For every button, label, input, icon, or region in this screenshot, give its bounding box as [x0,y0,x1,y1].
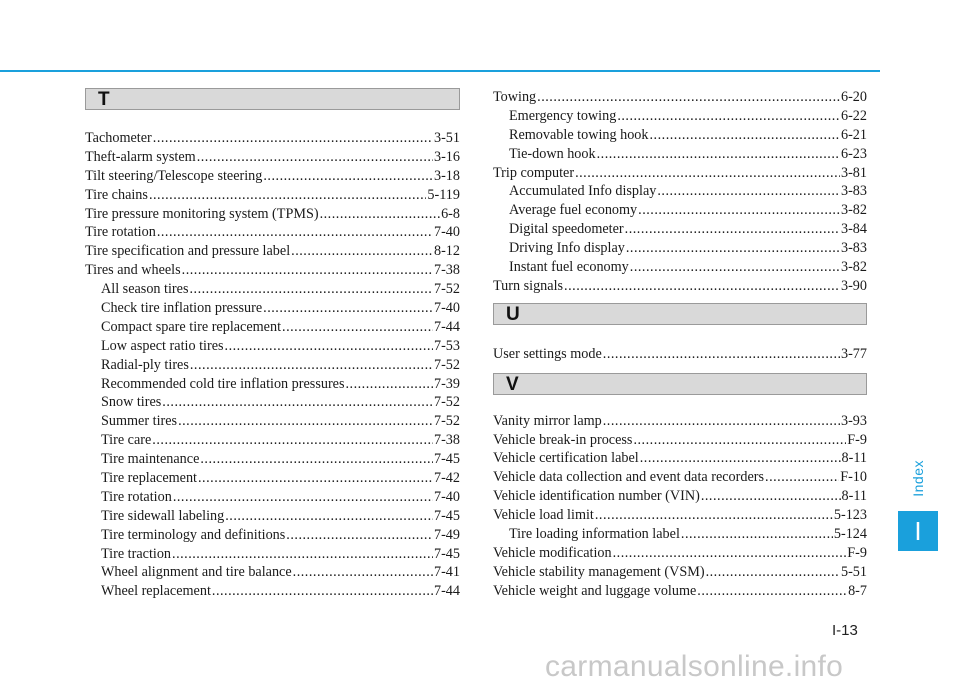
entry-page: 3-81 [840,164,867,181]
entry-page: 7-53 [433,337,460,354]
entry-page: 7-52 [433,394,460,411]
index-list-t-cont [493,88,867,296]
entry-page: 7-40 [433,488,460,505]
entry-page: 5-123 [833,507,867,524]
index-entry[interactable] [493,201,867,220]
entry-label: Tire loading information label [509,526,680,543]
right-column [493,88,867,601]
entry-page: 7-45 [433,545,460,562]
entry-label: Tie-down hook [509,145,596,162]
index-letter-box [898,511,938,551]
entry-label: Vehicle modification [493,544,612,561]
entry-page: 3-82 [840,202,867,219]
entry-page: 3-82 [840,259,867,276]
dot-leader [152,431,433,450]
index-entry[interactable] [85,337,460,356]
dot-leader [765,468,839,487]
entry-label: Tire care [101,432,152,449]
entry-label: Emergency towing [509,107,617,124]
index-entry[interactable] [85,148,460,167]
entry-page: 7-52 [433,356,460,373]
entry-label: Turn signals [493,277,564,294]
dot-leader [701,487,841,506]
entry-page: 6-20 [840,89,867,105]
index-entry[interactable] [85,356,460,375]
index-entry[interactable] [493,563,867,582]
entry-label: Tire rotation [101,488,172,505]
entry-page: 7-39 [433,375,460,392]
entry-label: Vehicle identification number (VIN) [493,488,700,505]
entry-page: 3-18 [433,167,460,184]
dot-leader [182,261,433,280]
index-entry[interactable] [493,468,867,487]
entry-label: Tires and wheels [85,262,181,279]
entry-page: 8-11 [841,450,867,467]
entry-page: 7-42 [433,470,460,487]
dot-leader [172,545,433,564]
entry-page: 3-51 [433,130,460,146]
entry-page: 7-40 [433,300,460,317]
dot-leader [320,205,441,224]
dot-leader [640,449,841,468]
index-entry[interactable] [85,545,460,564]
entry-page: 7-38 [433,432,460,449]
entry-label: Wheel replacement [101,583,211,600]
entry-label: Wheel alignment and tire balance [101,564,292,581]
entry-label: Vehicle load limit [493,507,594,524]
section-header-v [493,373,867,395]
dot-leader [537,88,840,107]
entry-label: Snow tires [101,394,162,411]
index-entry[interactable] [493,88,867,107]
dot-leader [189,280,433,299]
dot-leader [706,563,840,582]
entry-page: F-9 [847,544,867,561]
dot-leader [681,525,833,544]
entry-label: Tire maintenance [101,451,200,468]
dot-leader [225,337,433,356]
page-number: I-13 [832,622,858,639]
dot-leader [638,201,840,220]
entry-label: Compact spare tire replacement [101,318,282,335]
entry-page: 7-44 [433,583,460,600]
section-letter: U [506,303,520,325]
dot-leader [212,582,433,601]
entry-label: Tire traction [101,545,172,562]
dot-leader [153,129,433,148]
dot-leader [293,563,433,582]
dot-leader [345,375,433,394]
dot-leader [200,450,433,469]
dot-leader [595,506,833,525]
entry-label: Digital speedometer [509,221,624,238]
entry-page: 3-83 [840,183,867,200]
section-header-t [85,88,460,110]
entry-page: 3-77 [840,345,867,362]
index-entry[interactable] [493,506,867,525]
entry-page: 7-52 [433,281,460,298]
entry-label: Trip computer [493,164,575,181]
dot-leader [575,164,840,183]
dot-leader [286,526,433,545]
section-letter: T [98,89,110,110]
entry-label: Tire terminology and definitions [101,526,286,543]
index-entry[interactable] [85,129,460,148]
dot-leader [149,186,426,205]
entry-page: 8-11 [841,488,867,505]
index-entry[interactable] [85,261,460,280]
dot-leader [617,107,840,126]
index-entry[interactable] [85,507,460,526]
index-entry[interactable] [493,525,867,544]
entry-label: Vehicle break-in process [493,431,633,448]
entry-page: 7-38 [433,262,460,279]
dot-leader [633,431,846,450]
dot-leader [263,299,433,318]
index-entry[interactable] [85,526,460,545]
dot-leader [697,582,847,601]
entry-page: 6-8 [441,205,460,222]
index-entry[interactable] [85,393,460,412]
index-entry[interactable] [493,220,867,239]
index-entry[interactable] [493,345,867,364]
dot-leader [657,182,840,201]
entry-label: Vanity mirror lamp [493,412,602,429]
index-list-u [493,345,867,364]
index-side-tab[interactable] [898,460,938,551]
index-entry[interactable] [85,431,460,450]
index-entry[interactable] [85,205,460,224]
entry-page: 3-84 [840,221,867,238]
index-list-t [85,129,460,601]
dot-leader [603,345,840,364]
entry-page: 7-41 [433,564,460,581]
section-letter: V [506,373,519,395]
index-entry[interactable] [85,375,460,394]
entry-label: Instant fuel economy [509,259,629,276]
dot-leader [650,126,840,145]
index-entry[interactable] [493,449,867,468]
entry-page: 7-49 [433,526,460,543]
entry-page: 3-83 [840,240,867,257]
index-entry[interactable] [85,186,460,205]
entry-label: Removable towing hook [509,126,649,143]
index-entry[interactable] [493,107,867,126]
entry-page: F-10 [840,469,867,486]
entry-label: Radial-ply tires [101,356,189,373]
index-entry[interactable] [493,239,867,258]
entry-page: 3-16 [433,148,460,165]
entry-label: Tire sidewall labeling [101,507,225,524]
dot-leader [263,167,433,186]
entry-page: 7-40 [433,224,460,241]
index-entry[interactable] [85,412,460,431]
entry-label: Tire chains [85,186,148,203]
dot-leader [197,148,433,167]
dot-leader [564,277,840,296]
entry-label: Tire rotation [85,224,156,241]
dot-leader [626,239,840,258]
section-header-u [493,303,867,325]
entry-page: 6-23 [840,145,867,162]
entry-page: 8-7 [848,582,867,599]
entry-label: Theft-alarm system [85,148,196,165]
entry-page: 8-12 [433,243,460,260]
dot-leader [597,145,840,164]
dot-leader [630,258,840,277]
index-entry[interactable] [85,167,460,186]
dot-leader [625,220,840,239]
entry-label: Tire replacement [101,470,197,487]
entry-label: User settings mode [493,345,602,362]
index-entry[interactable] [85,299,460,318]
index-letter: I [914,515,922,546]
index-entry[interactable] [493,126,867,145]
entry-label: Vehicle weight and luggage volume [493,582,697,599]
entry-label: Tire pressure monitoring system (TPMS) [85,205,319,222]
index-entry[interactable] [85,450,460,469]
index-entry[interactable] [493,412,867,431]
entry-page: 7-45 [433,507,460,524]
index-entry[interactable] [85,280,460,299]
entry-label: Average fuel economy [509,202,638,219]
entry-page: 3-90 [840,277,867,294]
dot-leader [162,393,433,412]
index-entry[interactable] [493,145,867,164]
index-entry[interactable] [493,544,867,563]
entry-label: Vehicle certification label [493,450,639,467]
entry-page: 5-124 [833,526,867,543]
dot-leader [291,242,433,261]
entry-label: Tire specification and pressure label [85,243,291,260]
entry-label: Accumulated Info display [509,183,657,200]
entry-label: Vehicle stability management (VSM) [493,563,705,580]
entry-label: Towing [493,89,537,105]
entry-label: All season tires [101,281,189,298]
dot-leader [190,356,433,375]
entry-page: 7-44 [433,318,460,335]
entry-page: 6-21 [840,126,867,143]
entry-label: Check tire inflation pressure [101,300,263,317]
dot-leader [198,469,433,488]
index-entry[interactable] [493,258,867,277]
dot-leader [178,412,433,431]
entry-page: 5-119 [427,186,460,203]
index-list-v [493,412,867,601]
left-column [85,88,460,601]
index-tab-label: Index [910,460,926,497]
dot-leader [613,544,847,563]
index-entry[interactable] [85,242,460,261]
entry-page: 7-45 [433,451,460,468]
entry-label: Summer tires [101,413,178,430]
entry-label: Vehicle data collection and event data recorders [493,469,765,486]
index-entry[interactable] [493,182,867,201]
index-entry[interactable] [85,318,460,337]
index-entry[interactable] [85,469,460,488]
top-rule [0,70,880,72]
index-entry[interactable] [493,431,867,450]
entry-label: Tachometer [85,130,152,146]
dot-leader [282,318,433,337]
dot-leader [225,507,433,526]
index-entry[interactable] [85,223,460,242]
dot-leader [603,412,840,431]
entry-label: Tilt steering/Telescope steering [85,167,263,184]
index-entry[interactable] [85,488,460,507]
index-entry[interactable] [493,487,867,506]
dot-leader [157,223,433,242]
index-entry[interactable] [85,563,460,582]
entry-page: 5-51 [840,563,867,580]
index-entry[interactable] [85,582,460,601]
watermark: carmanualsonline.info [545,650,844,683]
entry-label: Recommended cold tire inflation pressures [101,375,345,392]
entry-page: F-9 [847,431,867,448]
entry-page: 7-52 [433,413,460,430]
entry-page: 3-93 [840,412,867,429]
index-entry[interactable] [493,582,867,601]
entry-label: Low aspect ratio tires [101,337,224,354]
dot-leader [173,488,433,507]
entry-page: 6-22 [840,107,867,124]
index-entry[interactable] [493,277,867,296]
entry-label: Driving Info display [509,240,625,257]
index-entry[interactable] [493,164,867,183]
